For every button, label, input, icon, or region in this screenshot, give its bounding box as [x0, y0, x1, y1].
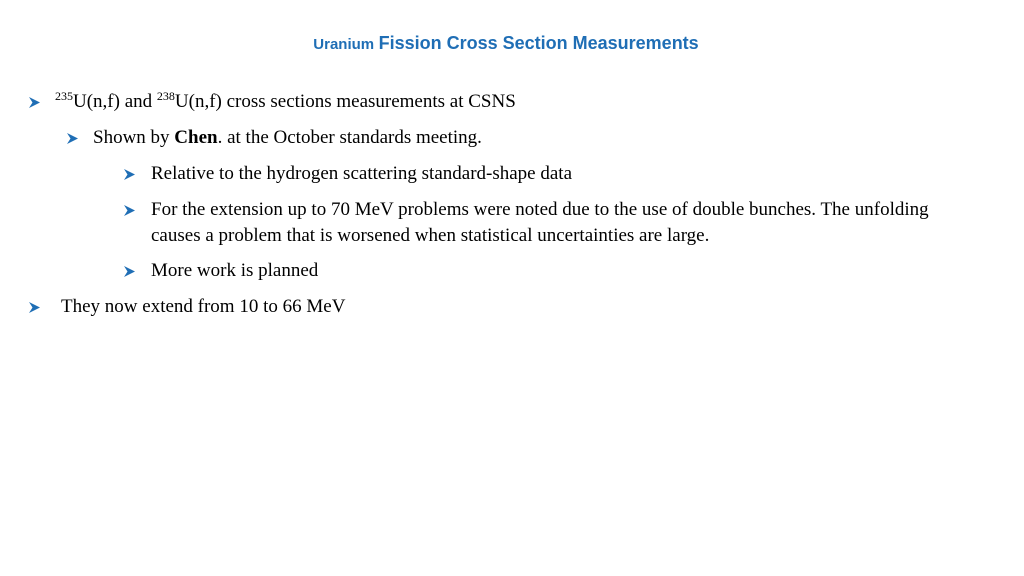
bullet-level2-shown-by — [66, 125, 566, 151]
slide-title-main: Fission Cross Section Measurements — [378, 33, 699, 53]
bullet-text: For the extension up to 70 MeV problems were noted due to the use of double bunches. The unfolding causes a problem that is worsened when statistical uncertainties are large. — [151, 199, 929, 246]
bullet-text-part1: U(n,f) and — [73, 91, 157, 112]
arrowhead-bullet-icon — [28, 301, 41, 314]
bullet-text: Relative to the hydrogen scattering standard-shape data — [151, 163, 573, 184]
arrowhead-bullet-icon — [123, 265, 136, 278]
arrowhead-bullet-icon — [123, 204, 136, 217]
bullet-text-pre: Shown by — [93, 127, 175, 148]
slide-title-prefix: Uranium — [313, 36, 375, 53]
isotope-mass-235: 235 — [55, 89, 73, 103]
bullet-level3-relative-hydrogen — [123, 161, 683, 187]
bullet-level3-extension-problems — [123, 197, 953, 249]
arrowhead-bullet-icon — [28, 96, 41, 109]
isotope-mass-238: 238 — [156, 89, 175, 103]
arrowhead-bullet-icon — [123, 168, 136, 181]
bullet-text-post: . at the October standards meeting. — [217, 127, 482, 148]
bullet-text-part2: U(n,f) cross sections measurements at CSNS — [174, 91, 516, 112]
presenter-name: Chen — [174, 127, 218, 148]
bullet-level1-energy-range — [28, 294, 428, 320]
bullet-text — [55, 89, 516, 116]
bullet-text — [93, 125, 482, 151]
slide-title — [0, 33, 1012, 54]
bullet-text: They now extend from 10 to 66 MeV — [61, 296, 346, 317]
bullet-level3-more-work — [123, 258, 423, 284]
bullet-text: More work is planned — [151, 260, 319, 281]
arrowhead-bullet-icon — [66, 132, 79, 145]
bullet-level1-csns-measurements — [28, 89, 628, 115]
